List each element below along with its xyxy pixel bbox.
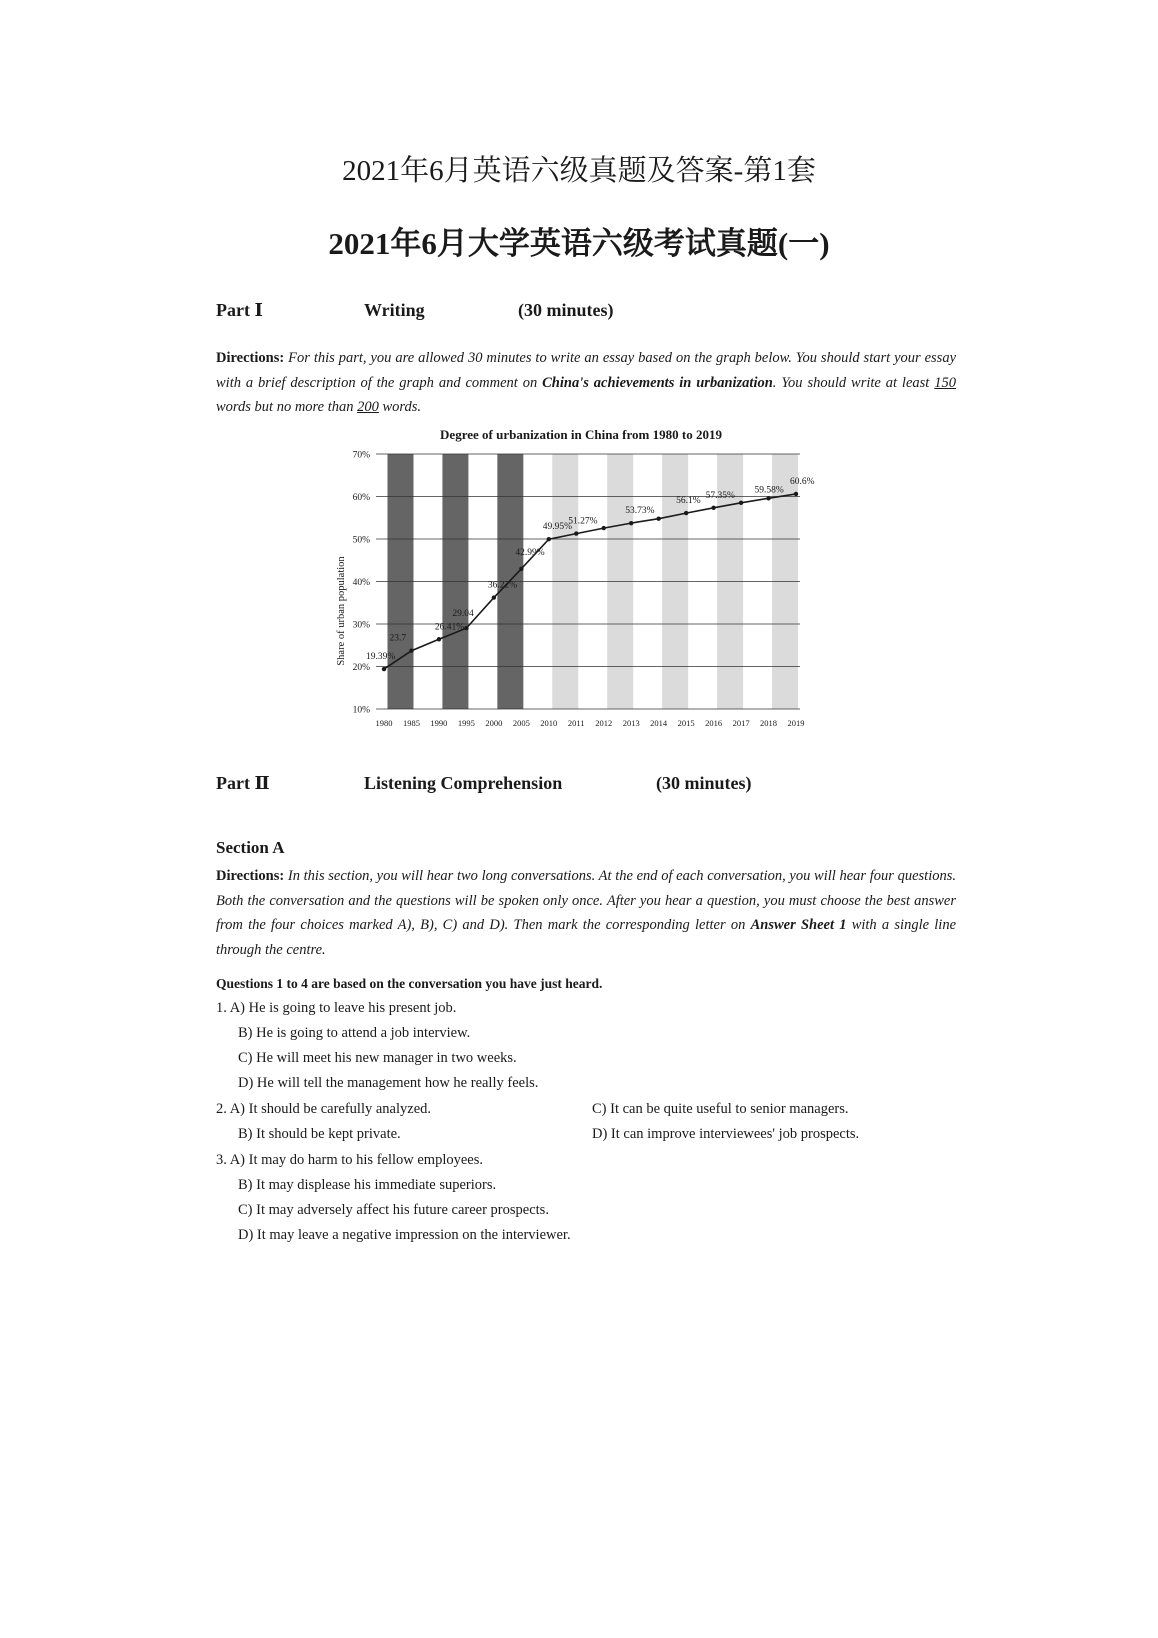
data-point: [547, 537, 551, 541]
max-words: 200: [357, 399, 379, 415]
document-title: 2021年6月英语六级真题及答案-第1套: [342, 155, 816, 187]
x-tick-label: 2005: [512, 718, 530, 728]
x-tick-label: 2019: [787, 718, 805, 728]
part2-time: (30 minutes): [656, 773, 752, 793]
listening-directions-text-2: with a single line through the centre.: [216, 917, 957, 958]
x-tick-label: 2010: [540, 718, 558, 728]
y-tick-label: 70%: [352, 450, 370, 461]
urbanization-chart: [326, 426, 826, 766]
data-point: [656, 517, 660, 521]
data-point: [766, 496, 770, 500]
data-label: 56.1%: [676, 496, 701, 507]
x-tick-label: 1990: [430, 718, 448, 728]
data-point: [492, 595, 496, 599]
data-point: [574, 531, 578, 535]
data-point: [602, 526, 606, 530]
q3-option-a: 3. A) It may do harm to his fellow employees.: [216, 1152, 483, 1168]
x-tick-label: 2016: [705, 718, 723, 728]
x-tick-label: 2011: [567, 718, 585, 728]
exam-title: 2021年6月大学英语六级考试真题(一): [328, 226, 830, 261]
section-a-heading: Section A: [216, 838, 285, 857]
q1-option-d: D) He will tell the management how he really feels.: [238, 1075, 539, 1091]
x-tick-label: 1995: [457, 718, 475, 728]
directions-text-4: words.: [382, 399, 422, 415]
q2-option-c: C) It can be quite useful to senior managers.: [592, 1101, 849, 1117]
data-point: [519, 567, 523, 571]
listening-directions-text: In this section, you will hear two long conversations. At the end of each conversation, you will hear four questions. Both the conversation and the questions will be spoken only once. After you hear a question, you must choose the best answer from the four choices marked A), B), C) and D). Then mark the corresponding letter on: [216, 868, 956, 933]
data-label: 42.99%: [515, 547, 545, 558]
y-tick-label: 20%: [352, 663, 370, 673]
data-point: [437, 637, 441, 641]
part1-directions: [216, 346, 956, 420]
y-tick-label: 60%: [352, 493, 370, 503]
data-label: 29.04: [452, 609, 474, 620]
data-label: 26.41%: [434, 622, 465, 633]
data-point: [794, 492, 798, 496]
data-label: 60.6%: [790, 476, 815, 487]
answer-sheet-ref: Answer Sheet 1: [750, 917, 847, 933]
q2-option-b: B) It should be kept private.: [238, 1126, 401, 1142]
data-label: 59.58%: [754, 485, 784, 496]
x-tick-label: 2000: [485, 718, 503, 728]
x-tick-label: 2017: [732, 718, 750, 728]
x-tick-label: 2014: [650, 718, 668, 728]
q1-option-a: 1. A) He is going to leave his present job.: [216, 1000, 457, 1016]
q1-option-c: C) He will meet his new manager in two weeks.: [238, 1050, 517, 1066]
data-label: 23.7: [389, 633, 407, 644]
directions-label-2: Directions:: [216, 868, 285, 884]
part1-label: Part Ⅰ: [216, 300, 263, 320]
x-tick-label: 2015: [677, 718, 695, 728]
data-label: 49.95%: [542, 522, 573, 533]
q3-option-c: C) It may adversely affect his future career prospects.: [238, 1202, 549, 1218]
chart-data-labels: [366, 477, 815, 662]
directions-label: Directions:: [216, 350, 285, 366]
part1-time: (30 minutes): [518, 300, 614, 320]
q2-option-a: 2. A) It should be carefully analyzed.: [216, 1101, 432, 1117]
chart-x-ticks: [376, 718, 805, 728]
x-tick-label: 1980: [375, 718, 393, 728]
x-tick-label: 2012: [595, 718, 613, 728]
data-point: [629, 521, 633, 525]
directions-text-3: words but no more than: [216, 399, 354, 415]
y-tick-label: 50%: [352, 535, 370, 546]
chart-y-ticks: [353, 451, 371, 716]
data-label: 57.35%: [705, 490, 735, 501]
data-label: 19.39%: [366, 652, 396, 663]
part1-name: Writing: [364, 300, 425, 320]
data-point: [409, 649, 413, 653]
x-tick-label: 2013: [622, 718, 640, 728]
data-point: [684, 511, 688, 515]
y-tick-label: 30%: [352, 620, 370, 631]
q3-option-b: B) It may displease his immediate superiors.: [238, 1177, 497, 1193]
y-tick-label: 40%: [352, 578, 370, 588]
min-words: 150: [934, 374, 956, 391]
x-tick-label: 1985: [402, 718, 420, 728]
data-label: 53.73%: [625, 506, 655, 517]
data-label: 51.27%: [568, 516, 598, 527]
q1-option-b: B) He is going to attend a job interview.: [238, 1025, 471, 1041]
directions-text-2: . You should write at least: [772, 374, 930, 391]
q3-option-d: D) It may leave a negative impression on the interviewer.: [238, 1227, 571, 1243]
q2-option-d: D) It can improve interviewees' job prospects.: [592, 1126, 860, 1142]
data-point: [711, 506, 715, 510]
data-label: 36.22%: [487, 580, 518, 591]
chart-title: Degree of urbanization in China from 1980 to 2019: [440, 427, 722, 442]
data-point: [464, 626, 468, 630]
directions-text: For this part, you are allowed 30 minutes to write an essay based on the graph below. You should start your essay with a brief description of the graph and comment on: [216, 350, 957, 391]
part2-directions: [216, 864, 956, 962]
y-tick-label: 10%: [352, 705, 370, 716]
data-point: [382, 667, 386, 671]
x-tick-label: 2018: [760, 718, 778, 728]
directions-topic: China's achievements in urbanization: [542, 374, 773, 391]
data-point: [739, 501, 743, 505]
questions-heading: Questions 1 to 4 are based on the conversation you have just heard.: [216, 976, 603, 991]
chart-ylabel: Share of urban population: [336, 556, 347, 666]
part2-name: Listening Comprehension: [364, 773, 563, 793]
part2-label: Part Ⅱ: [216, 773, 270, 793]
